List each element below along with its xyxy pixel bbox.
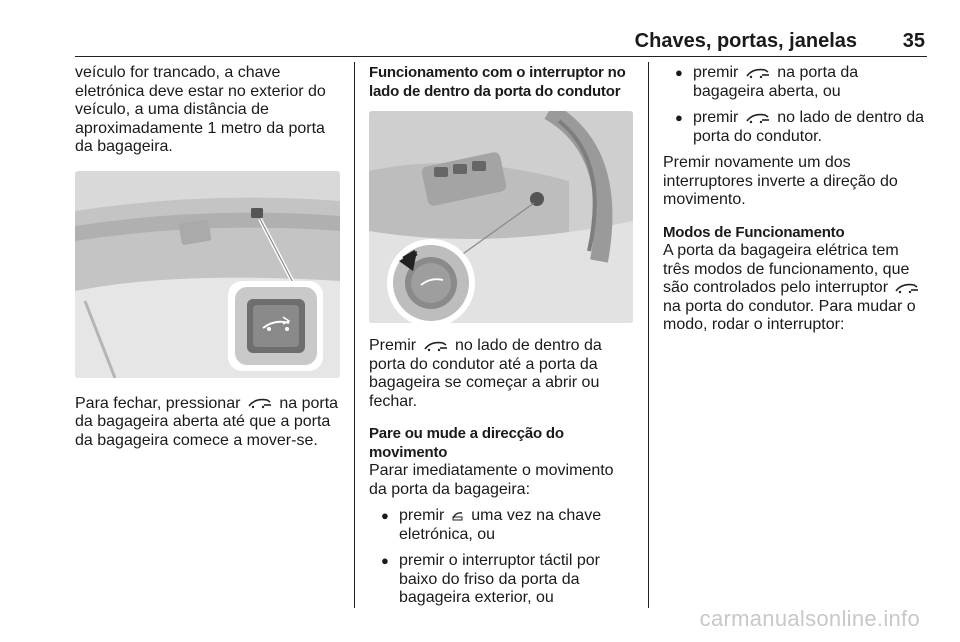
page-number: 35	[902, 30, 925, 52]
section-heading: Pare ou mude a direcção do movimento	[369, 425, 564, 461]
column-middle	[369, 64, 635, 608]
section-heading: Funcionamento com o interruptor no lado de dentro da porta do condutor	[369, 64, 626, 100]
column-left	[75, 64, 343, 450]
tailgate-icon	[894, 282, 920, 294]
section-heading: Modos de Funcionamento	[663, 223, 845, 241]
column-divider	[648, 62, 649, 608]
list-item: ● premir no lado de dentro da porta do condutor.	[675, 109, 925, 145]
paragraph: A porta da bagageira elétrica tem três modos de funcionamento, que são controlados pelo interruptor na porta do condutor. Para mudar o modo, rodar o interruptor:	[663, 242, 929, 335]
key-tailgate-icon	[451, 510, 465, 522]
tailgate-icon	[423, 340, 449, 352]
tailgate-button-illustration	[75, 171, 340, 378]
paragraph: Premir no lado de dentro da porta do condutor até a porta da bagageira se começar a abrir ou fechar.	[369, 337, 602, 410]
list-item: ● premir na porta da bagageira aberta, ou	[675, 64, 859, 100]
section-title: Chaves, portas, janelas	[634, 30, 857, 52]
list-item: ● premir uma vez na chave eletrónica, ou	[381, 507, 602, 543]
tailgate-icon	[745, 67, 771, 79]
paragraph: Para fechar, pressionar na porta da bagageira aberta até que a porta da bagageira comece a mover-se.	[75, 394, 339, 449]
paragraph: Parar imediatamente o movimento da porta da bagageira:	[369, 462, 614, 498]
driver-door-switch-illustration	[369, 111, 633, 323]
tailgate-icon	[745, 112, 771, 124]
paragraph: veículo for trancado, a chave eletrónica deve estar no exterior do veículo, a uma distância de aproximadamente 1 metro da porta da bagageira.	[75, 64, 326, 155]
list-item: ● premir o interruptor táctil por baixo do friso da porta da bagageira exterior, ou	[381, 552, 600, 606]
column-divider	[354, 62, 355, 608]
column-right	[663, 64, 929, 335]
paragraph: Premir novamente um dos interruptores inverte a direção do movimento.	[663, 154, 898, 208]
page-header	[75, 30, 927, 57]
tailgate-icon	[247, 397, 273, 409]
watermark: carmanualsonline.info	[699, 606, 920, 631]
